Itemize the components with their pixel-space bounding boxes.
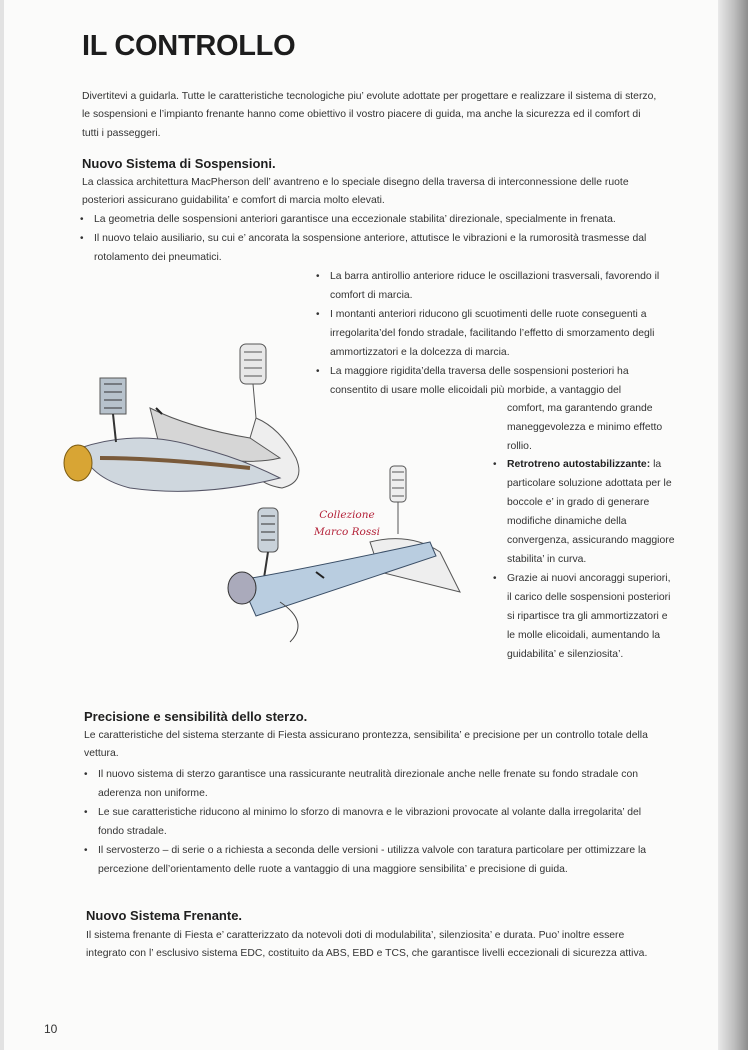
list-item: • La geometria delle sospensioni anteriori garantisce una eccezionale stabilita’ direzionale, specialmente in frenata.: [80, 210, 680, 229]
stamp-line: Collezione: [319, 509, 375, 521]
sterzo-bullets: [84, 765, 654, 879]
retrotreno-label: Retrotreno autostabilizzante:: [507, 459, 651, 470]
retrotreno-bullets: [493, 455, 675, 664]
sospensioni-heading: Nuovo Sistema di Sospensioni.: [82, 156, 276, 171]
collection-stamp: [304, 507, 390, 541]
sterzo-intro: Le caratteristiche del sistema sterzante di Fiesta assicurano prontezza, sensibilita’ e precisione per un controllo totale della vettura.: [84, 730, 648, 760]
stamp-line: Marco Rossi: [314, 526, 380, 538]
sospensioni-right-bullets: [316, 267, 672, 400]
page-edge-left: [0, 0, 4, 1050]
rigidita-continuation: comfort, ma garantendo grande maneggevolezza e minimo effetto rollio.: [507, 403, 663, 452]
list-item: • Il nuovo sistema di sterzo garantisce una rassicurante neutralità direzionale anche nelle frenate su fondo stradale con aderenza non uniforme.: [84, 765, 654, 803]
freni-paragraph: Il sistema frenante di Fiesta e’ caratterizzato da notevoli doti di modulabilita’, silenziosita’ e durata. Puo’ inoltre essere integrato con l’ esclusivo sistema EDC, costituito da ABS, EBD e TCS, che garantisce livelli eccezionali di sicurezza attiva.: [86, 930, 648, 960]
list-item: • Il servosterzo – di serie o a richiesta a seconda delle versioni - utilizza valvole con taratura particolare per ottimizzare la percezione dell’orientamento delle ruote a vantaggio di una maggiore sensibilita’ e precisione di guida.: [84, 841, 654, 879]
sospensioni-bullets: [80, 210, 680, 267]
sterzo-heading: Precisione e sensibilità dello sterzo.: [84, 709, 308, 724]
intro-paragraph: Divertitevi a guidarla. Tutte le caratteristiche tecnologiche piu’ evolute adottate per progettare e realizzare il sistema di sterzo, le sospensioni e l’impianto frenante hanno come obiettivo il vostro piacere di guida, ma anche la sicurezza ed il comfort di tutti i passeggeri.: [82, 91, 657, 139]
list-item: • Grazie ai nuovi ancoraggi superiori, il carico delle sospensioni posteriori si ripartisce tra gli ammortizzatori e le molle elicoidali, aumentando la guidabilita’ e silenziosita’.: [493, 569, 675, 664]
rear-suspension-illustration: [220, 462, 470, 652]
page-edge-shadow: [718, 0, 748, 1050]
list-item: • Le sue caratteristiche riducono al minimo lo sforzo di manovra e le vibrazioni provocate al volante dalla irregolarita’ del fondo stradale.: [84, 803, 654, 841]
list-item: • I montanti anteriori riducono gli scuotimenti delle ruote conseguenti a irregolarita’del fondo stradale, facilitando l’effetto di smorzamento degli ammortizzatori e la dolcezza di marcia.: [316, 305, 672, 362]
list-item: [493, 455, 675, 569]
list-item: • Il nuovo telaio ausiliario, su cui e’ ancorata la sospensione anteriore, attutisce le vibrazioni e la rumorosità trasmesse dal rotolamento dei pneumatici.: [80, 229, 680, 267]
page-title: IL CONTROLLO: [82, 30, 296, 62]
list-item: • La maggiore rigidita’della traversa delle sospensioni posteriori ha consentito di usare molle elicoidali più morbide, a vantaggio del: [316, 362, 672, 400]
page-number: 10: [44, 1022, 58, 1036]
freni-heading: Nuovo Sistema Frenante.: [86, 908, 243, 923]
sospensioni-intro: La classica architettura MacPherson dell’ avantreno e lo speciale disegno della traversa di interconnessione delle ruote posteriori assicurano guidabilita’ e comfort di marcia molto elevati.: [82, 177, 629, 207]
retrotreno-text: la particolare soluzione adottata per le boccole e’ in grado di generare modifiche dinamiche della convergenza, assicurando maggiore stabilita’ in curva.: [507, 459, 675, 565]
list-item: • La barra antirollio anteriore riduce le oscillazioni trasversali, favorendo il comfort di marcia.: [316, 267, 672, 305]
